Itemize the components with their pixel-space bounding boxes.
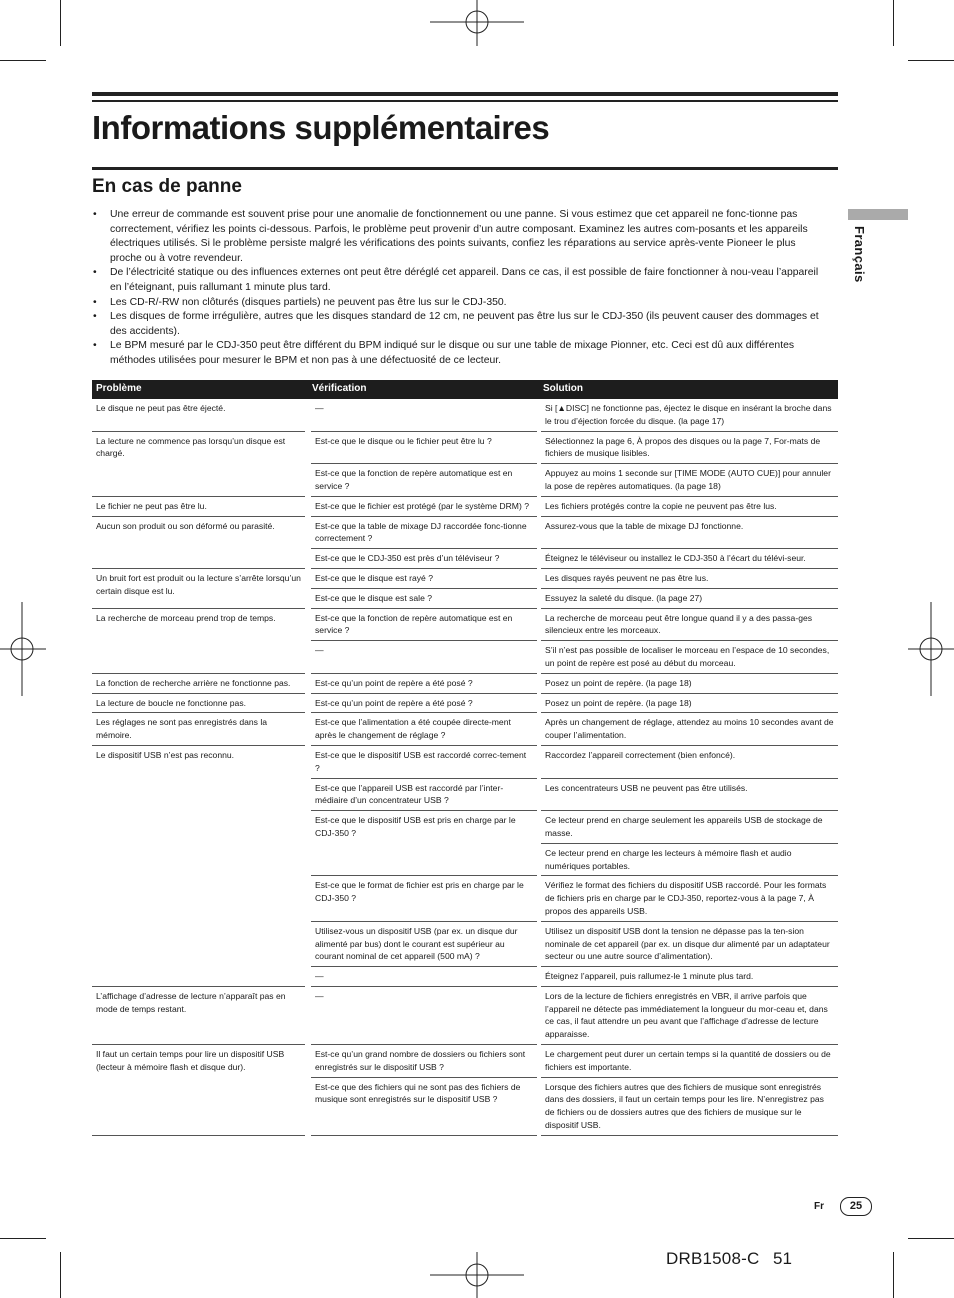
solution-cell: Appuyez au moins 1 seconde sur [TIME MODE (AUTO CUE)] pour annuler la pose de repères automatiques. (la page 18): [539, 464, 838, 497]
column-header-problem: Problème: [92, 380, 308, 399]
check-cell: Est-ce que des fichiers qui ne sont pas des fichiers de musique sont enregistrés sur le dispositif USB ?: [308, 1077, 539, 1135]
solution-cell: Ce lecteur prend en charge seulement les appareils USB de stockage de masse.: [539, 811, 838, 844]
check-cell: Est-ce que la table de mixage DJ raccordée fonc-tionne correctement ?: [308, 516, 539, 549]
problem-cell: Aucun son produit ou son déformé ou parasité.: [92, 516, 308, 568]
table-row: [92, 496, 838, 516]
table-row: [92, 713, 838, 746]
check-cell: —: [308, 399, 539, 431]
table-row: [92, 745, 838, 778]
table-row: [92, 568, 838, 588]
page-title: Informations supplémentaires: [92, 109, 550, 146]
problem-cell: Le disque ne peut pas être éjecté.: [92, 399, 308, 431]
solution-cell: Les concentrateurs USB ne peuvent pas être utilisés.: [539, 778, 838, 811]
solution-cell: Après un changement de réglage, attendez au moins 10 secondes avant de couper l’alimentation.: [539, 713, 838, 746]
crop-mark: [908, 1238, 954, 1239]
title-rule-top: [92, 92, 838, 96]
problem-cell: Il faut un certain temps pour lire un dispositif USB (lecteur à mémoire flash et disque dur).: [92, 1045, 308, 1136]
registration-mark-top: [430, 0, 526, 46]
check-cell: Est-ce qu’un point de repère a été posé ?: [308, 673, 539, 693]
registration-mark-left: [0, 602, 46, 698]
page-number: 25: [840, 1197, 872, 1216]
bullet-item: • Le BPM mesuré par le CDJ-350 peut être différent du BPM indiqué sur le disque ou sur une table de mixage Pionner, etc. Ceci est dû aux différentes méthodes utilisées pour mesurer le BPM et non pas à une défectuosité de ce lecteur.: [92, 339, 830, 368]
solution-cell: Lors de la lecture de fichiers enregistrés en VBR, il arrive parfois que l’appareil ne détecte pas immédiatement la longueur du mor-ceau et, dans ce cas, il faut attendre un peu avant que l’affichage d’adresse de lecture apparaisse.: [539, 986, 838, 1044]
solution-cell: Vérifiez le format des fichiers du dispositif USB raccordé. Pour les formats de fichiers pris en charge par le CDJ-350, reportez-vous à la page 7, À propos des appareils USB.: [539, 876, 838, 921]
check-cell: Est-ce que l’appareil USB est raccordé par l’inter-médiaire d’un concentrateur USB ?: [308, 778, 539, 811]
solution-cell: Si [▲DISC] ne fonctionne pas, éjectez le disque en insérant la broche dans le trou d’éjection forcée du disque. (la page 17): [539, 399, 838, 431]
document-page: 51: [773, 1249, 792, 1268]
solution-cell: Posez un point de repère. (la page 18): [539, 693, 838, 713]
solution-cell: Les disques rayés peuvent ne pas être lus.: [539, 568, 838, 588]
problem-cell: La fonction de recherche arrière ne fonctionne pas.: [92, 673, 308, 693]
title-rule-top-thin: [92, 100, 838, 102]
crop-mark: [60, 0, 61, 46]
check-cell: Est-ce que le disque est rayé ?: [308, 568, 539, 588]
solution-cell: Ce lecteur prend en charge les lecteurs à mémoire flash et audio numériques portables.: [539, 843, 838, 876]
solution-cell: La recherche de morceau peut être longue quand il y a des passa-ges silencieux entre les morceaux.: [539, 608, 838, 641]
solution-cell: Sélectionnez la page 6, À propos des disques ou la page 7, For-mats de fichiers de musique lisibles.: [539, 431, 838, 464]
check-cell: Utilisez-vous un dispositif USB (par ex. un disque dur alimenté par bus) dont le courant est supérieur au courant nominal de cet appareil (500 mA) ?: [308, 921, 539, 966]
problem-cell: Le fichier ne peut pas être lu.: [92, 496, 308, 516]
crop-mark: [893, 0, 894, 46]
problem-cell: La lecture de boucle ne fonctionne pas.: [92, 693, 308, 713]
problem-cell: Le dispositif USB n’est pas reconnu.: [92, 745, 308, 986]
table-row: [92, 608, 838, 641]
solution-cell: S’il n’est pas possible de localiser le morceau en l’espace de 10 secondes, un point de repère est posé au début du morceau.: [539, 641, 838, 674]
check-cell: Est-ce que la fonction de repère automatique est en service ?: [308, 608, 539, 641]
solution-cell: Posez un point de repère. (la page 18): [539, 673, 838, 693]
table-row: [92, 673, 838, 693]
problem-cell: L’affichage d’adresse de lecture n’apparaît pas en mode de temps restant.: [92, 986, 308, 1044]
crop-mark: [0, 60, 46, 61]
check-cell: Est-ce que le disque est sale ?: [308, 588, 539, 608]
registration-mark-bottom: [430, 1252, 526, 1298]
table-row: [92, 986, 838, 1044]
check-cell: Est-ce que le CDJ-350 est près d’un téléviseur ?: [308, 549, 539, 569]
solution-cell: Éteignez le téléviseur ou installez le CDJ-350 à l’écart du télévi-seur.: [539, 549, 838, 569]
bullet-item: • Une erreur de commande est souvent prise pour une anomalie de fonctionnement ou une panne. Si vous estimez que cet appareil ne fonc-tionne pas correctement, vérifiez les points ci-dessous. Parfois, le problème peut provenir d’un autre composant. Examinez les autres com-posants et les appareils électriques utilisés. Si le problème persiste malgré les vérifications des points suivants, confiez les réparations au service après-vente Pioneer le plus proche ou à votre revendeur.: [92, 208, 830, 266]
language-tab: [848, 209, 908, 220]
bullet-list: [92, 208, 830, 369]
troubleshooting-table: [92, 380, 838, 1136]
table-row: [92, 1045, 838, 1078]
section-title: En cas de panne: [92, 176, 242, 197]
check-cell: —: [308, 986, 539, 1044]
crop-mark: [60, 1252, 61, 1298]
bullet-item: • De l’électricité statique ou des influences externes ont peut être déréglé cet appareil. Dans ce cas, il est possible de faire fonctionner à nou-veau l’appareil en l’éteignant, puis rallumant 1 minute plus tard.: [92, 266, 830, 295]
check-cell: Est-ce que le dispositif USB est raccordé correc-tement ?: [308, 745, 539, 778]
check-cell: Est-ce que le fichier est protégé (par le système DRM) ?: [308, 496, 539, 516]
column-header-solution: Solution: [539, 380, 838, 399]
table-body: [92, 399, 838, 1135]
problem-cell: La recherche de morceau prend trop de temps.: [92, 608, 308, 673]
solution-cell: Lorsque des fichiers autres que des fichiers de musique sont enregistrés dans des dossiers, il faut un certain temps pour les lire. N’enregistrez pas de fichiers ou de dossiers autres que des fichiers de musique sur le dispositif USB.: [539, 1077, 838, 1135]
crop-mark: [0, 1238, 46, 1239]
solution-cell: Les fichiers protégés contre la copie ne peuvent pas être lus.: [539, 496, 838, 516]
document-code: DRB1508-C: [666, 1249, 760, 1268]
check-cell: Est-ce qu’un point de repère a été posé ?: [308, 693, 539, 713]
registration-mark-right: [908, 602, 954, 698]
table-row: [92, 693, 838, 713]
bullet-item: • Les disques de forme irrégulière, autres que les disques standard de 12 cm, ne peuvent pas être lus sur le CDJ-350 (ils peuvent causer des dommages et des accidents).: [92, 310, 830, 339]
crop-mark: [893, 1252, 894, 1298]
check-cell: —: [308, 967, 539, 987]
check-cell: —: [308, 641, 539, 674]
problem-cell: Un bruit fort est produit ou la lecture s’arrête lorsqu’un certain disque est lu.: [92, 568, 308, 608]
column-header-check: Vérification: [308, 380, 539, 399]
table-row: [92, 431, 838, 464]
table-header-row: [92, 380, 838, 399]
check-cell: Est-ce que le dispositif USB est pris en charge par le CDJ-350 ?: [308, 811, 539, 876]
solution-cell: Éteignez l’appareil, puis rallumez-le 1 minute plus tard.: [539, 967, 838, 987]
table-row: [92, 516, 838, 549]
language-tab-label: Français: [852, 226, 867, 283]
solution-cell: Assurez-vous que la table de mixage DJ fonctionne.: [539, 516, 838, 549]
table-row: [92, 399, 838, 431]
check-cell: Est-ce que l’alimentation a été coupée directe-ment après le changement de réglage ?: [308, 713, 539, 746]
crop-mark: [908, 60, 954, 61]
title-rule-bottom: [92, 167, 838, 170]
footer-language: Fr: [814, 1201, 824, 1212]
solution-cell: Le chargement peut durer un certain temps si la quantité de dossiers ou de fichiers est importante.: [539, 1045, 838, 1078]
check-cell: Est-ce que le disque ou le fichier peut être lu ?: [308, 431, 539, 464]
check-cell: Est-ce que la fonction de repère automatique est en service ?: [308, 464, 539, 497]
check-cell: Est-ce qu’un grand nombre de dossiers ou fichiers sont enregistrés sur le dispositif USB ?: [308, 1045, 539, 1078]
problem-cell: Les réglages ne sont pas enregistrés dans la mémoire.: [92, 713, 308, 746]
solution-cell: Raccordez l’appareil correctement (bien enfoncé).: [539, 745, 838, 778]
check-cell: Est-ce que le format de fichier est pris en charge par le CDJ-350 ?: [308, 876, 539, 921]
solution-cell: Utilisez un dispositif USB dont la tension ne dépasse pas la ten-sion nominale de cet appareil (par ex. un disque dur alimenté par un adaptateur secteur ou une autre source d’alimentation).: [539, 921, 838, 966]
bullet-item: • Les CD-R/-RW non clôturés (disques partiels) ne peuvent pas être lus sur le CDJ-350.: [92, 296, 830, 311]
solution-cell: Essuyez la saleté du disque. (la page 27): [539, 588, 838, 608]
problem-cell: La lecture ne commence pas lorsqu’un disque est chargé.: [92, 431, 308, 496]
